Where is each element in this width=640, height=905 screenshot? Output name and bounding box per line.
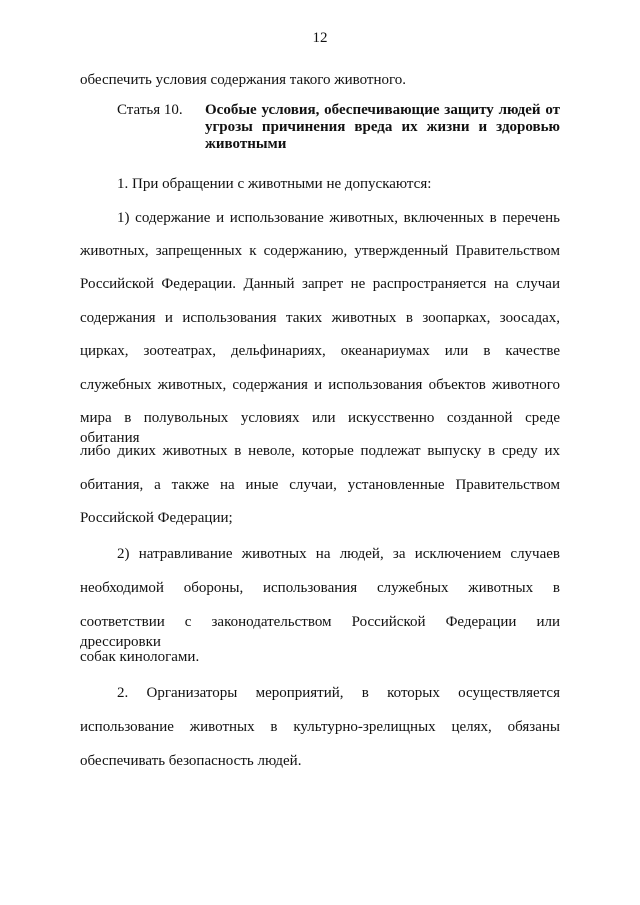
text-line: 1) содержание и использование животных, включенных в перечень [117,210,560,226]
text-line: Российской Федерации; [80,510,233,526]
paragraph-intro: 1. При обращении с животными не допускаются: [117,176,432,192]
text-line: 2. Организаторы мероприятий, в которых осуществляется [117,685,560,701]
article-title [205,102,560,153]
text-line: 2) натравливание животных на людей, за исключением случаев [117,546,560,562]
article-title-line: Особые условия, обеспечивающие защиту людей от [205,102,560,118]
text-line: цирках, зоотеатрах, дельфинариях, океанариумах или в качестве [80,343,560,359]
text-line: собак кинологами. [80,649,200,665]
text-line: обитания, а также на иные случаи, установленные Правительством [80,477,560,493]
text-line: животных, запрещенных к содержанию, утвержденный Правительством [80,243,560,259]
text-line: использование животных в культурно-зрелищных целях, обязаны [80,719,560,735]
text-line: мира в полувольных условиях или искусственно созданной среде обитания [80,410,560,446]
text-line: обеспечивать безопасность людей. [80,753,302,769]
text-line: необходимой обороны, использования служебных животных в [80,580,560,596]
text-line: соответствии с законодательством Российской Федерации или дрессировки [80,614,560,650]
text-line: содержания и использования таких животных в зоопарках, зоосадах, [80,310,560,326]
page-number: 12 [312,30,328,46]
text-line: либо диких животных в неволе, которые подлежат выпуску в среду их [80,443,560,459]
article-title-line: животными [205,136,287,152]
text-line: служебных животных, содержания и использования объектов животного [80,377,560,393]
article-title-line: угрозы причинения вреда их жизни и здоровью [205,119,560,135]
text-line: Российской Федерации. Данный запрет не распространяется на случаи [80,276,560,292]
text-line: обеспечить условия содержания такого животного. [80,72,407,88]
article-label: Статья 10. [117,102,183,118]
